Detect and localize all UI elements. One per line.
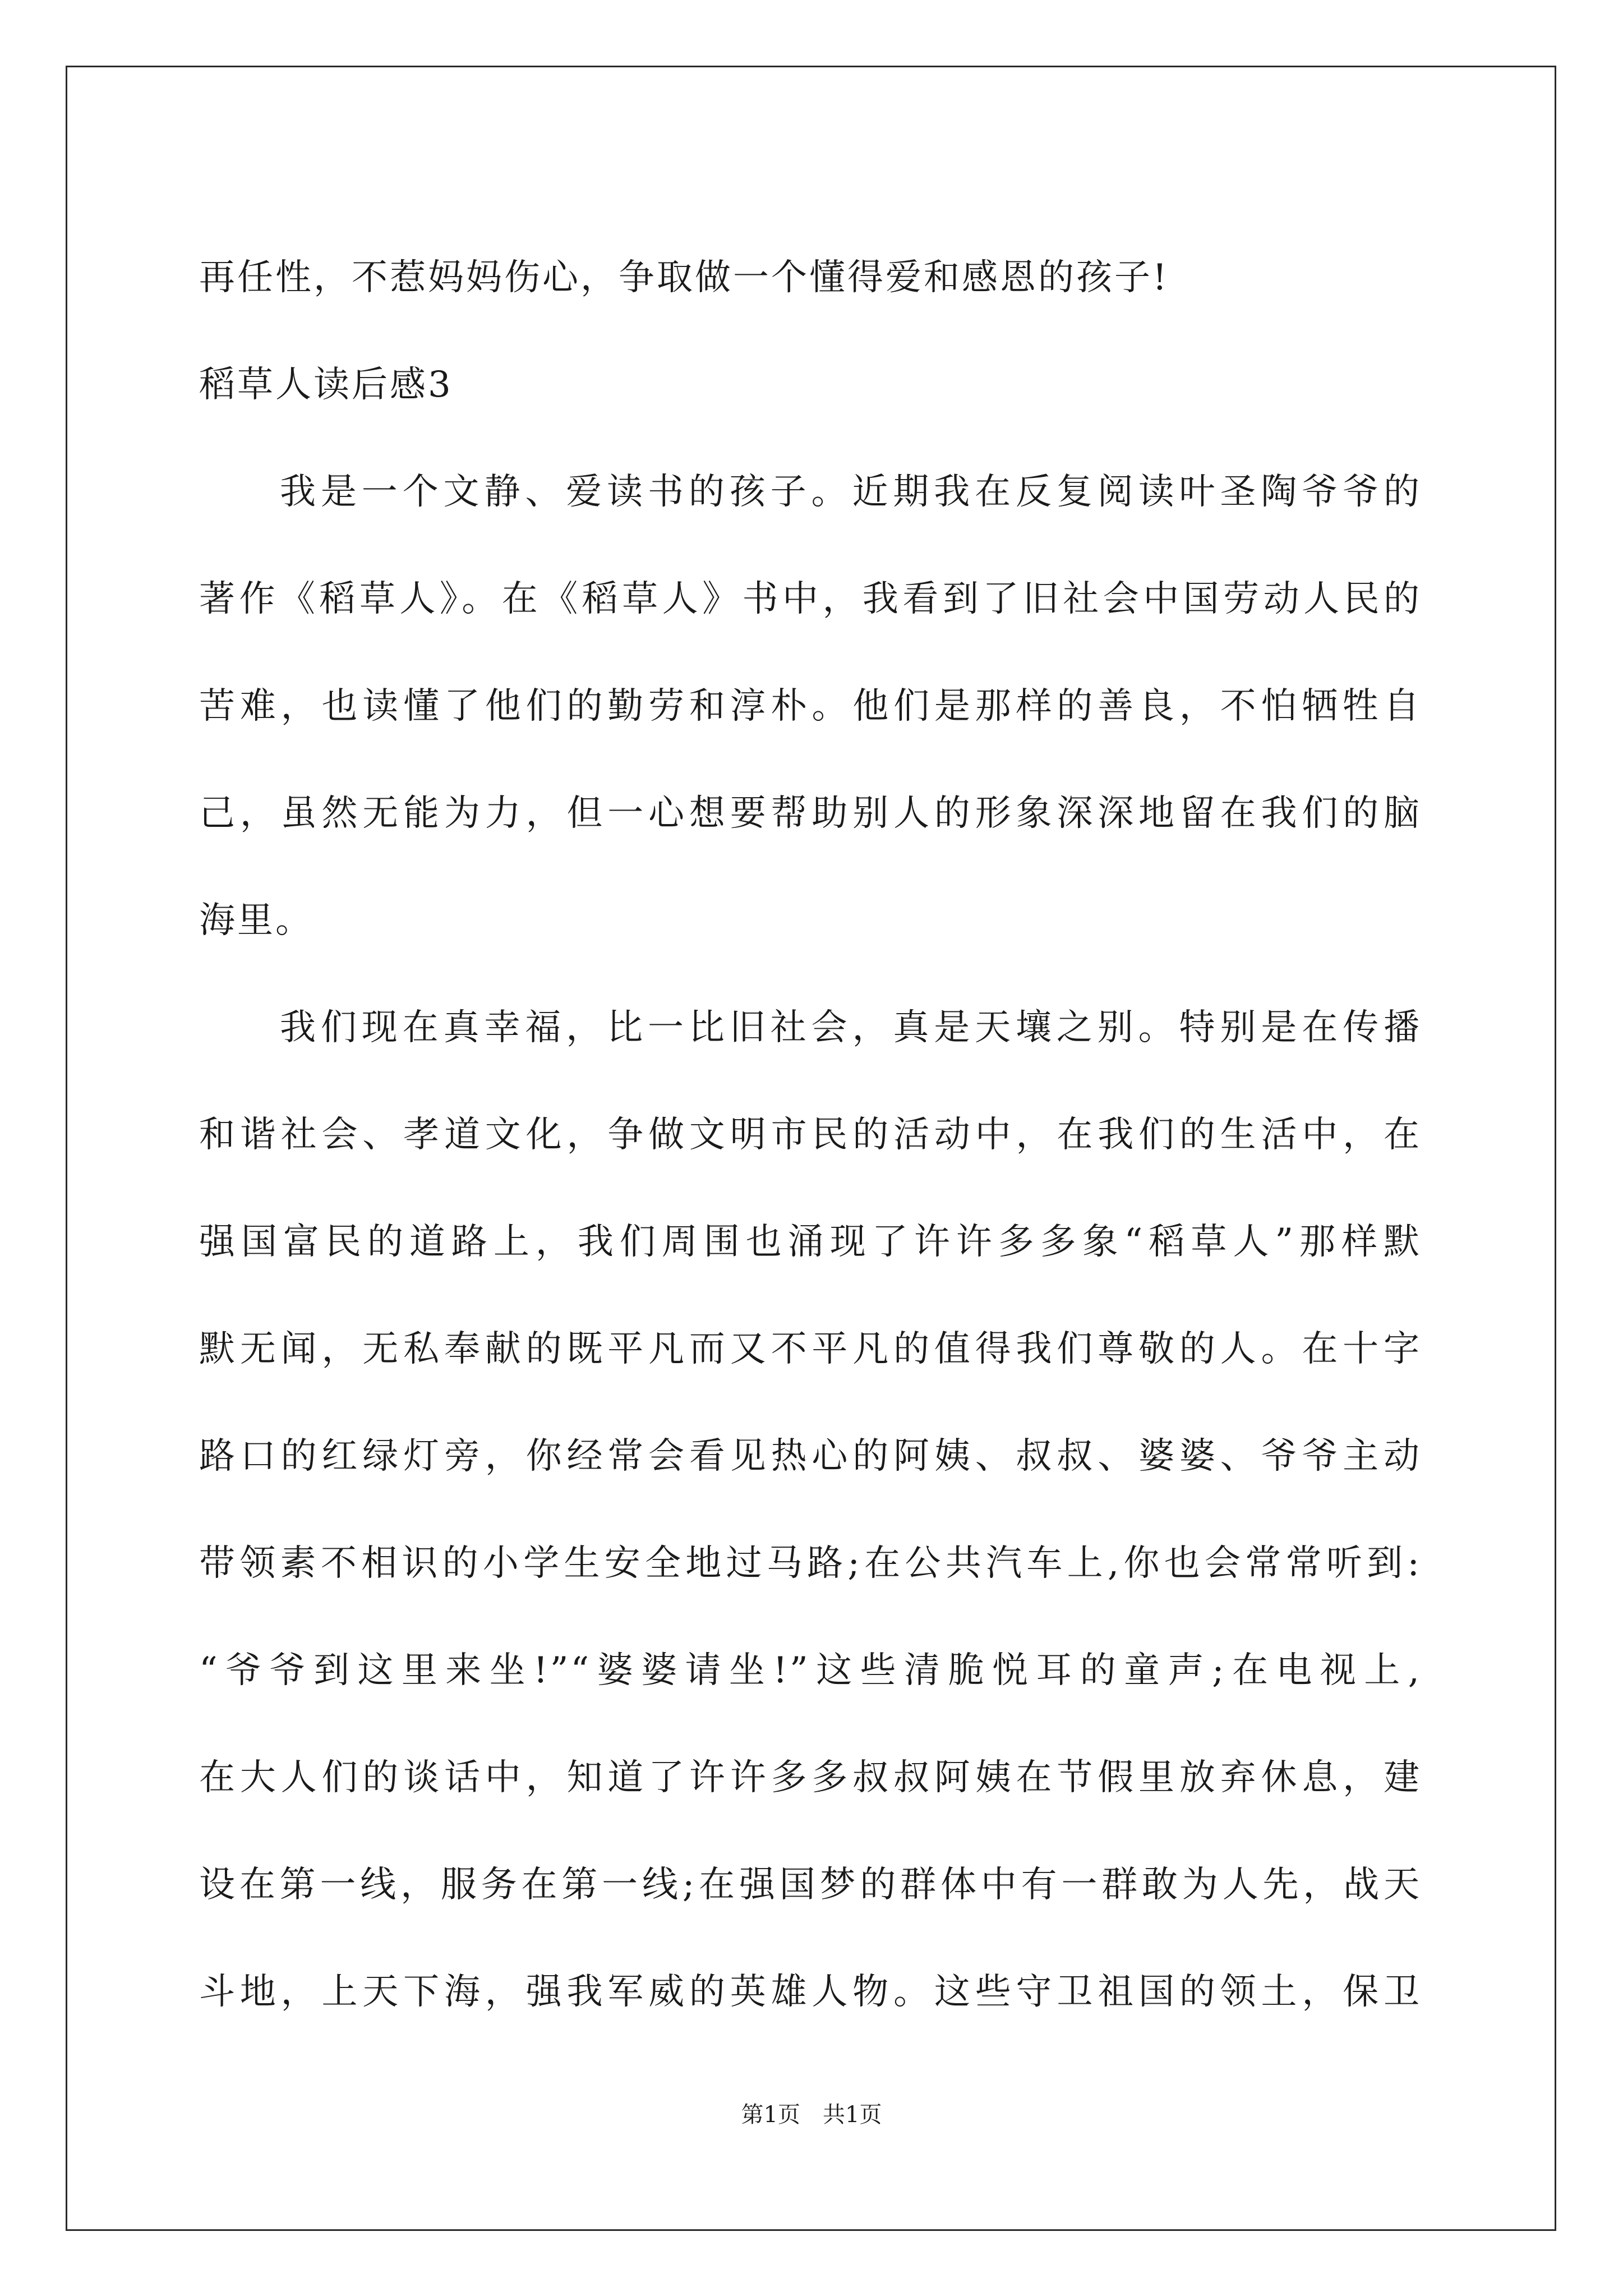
page-footer: 第1页 共1页 (741, 2102, 882, 2128)
text-line: 路口的红绿灯旁，你经常会看见热心的阿姨、叔叔、婆婆、爷爷主动 (199, 1435, 1422, 1477)
text-line: 苦难，也读懂了他们的勤劳和淳朴。他们是那样的善良，不怕牺牲自 (199, 685, 1422, 727)
text-line: 斗地，上天下海，强我军威的英雄人物。这些守卫祖国的领土，保卫 (199, 1971, 1422, 2013)
text-line: 强国富民的道路上，我们周围也涌现了许许多多象“稻草人”那样默 (199, 1221, 1422, 1263)
text-line: 我们现在真幸福，比一比旧社会，真是天壤之别。特别是在传播 (280, 1007, 1422, 1048)
text-line: 设在第一线，服务在第一线;在强国梦的群体中有一群敢为人先，战天 (199, 1864, 1422, 1906)
text-line: 我是一个文静、爱读书的孩子。近期我在反复阅读叶圣陶爷爷的 (280, 471, 1422, 513)
text-line: 著作《稻草人》。在《稻草人》书中，我看到了旧社会中国劳动人民的 (199, 578, 1422, 620)
text-line: 和谐社会、孝道文化，争做文明市民的活动中，在我们的生活中，在 (199, 1114, 1422, 1156)
document-body (199, 224, 1422, 2046)
text-line: 在大人们的谈话中，知道了许许多多叔叔阿姨在节假里放弃休息，建 (199, 1757, 1422, 1798)
text-line: 默无闻，无私奉献的既平凡而又不平凡的值得我们尊敬的人。在十字 (199, 1328, 1422, 1370)
text-line: “爷爷到这里来坐!”“婆婆请坐!”这些清脆悦耳的童声;在电视上, (199, 1650, 1422, 1691)
text-line: 稻草人读后感3 (199, 364, 453, 406)
text-line: 海里。 (199, 900, 313, 941)
text-line: 带领素不相识的小学生安全地过马路;在公共汽车上,你也会常常听到: (199, 1543, 1422, 1584)
text-line: 己，虽然无能为力，但一心想要帮助别人的形象深深地留在我们的脑 (199, 793, 1422, 834)
text-line: 再任性，不惹妈妈伤心，争取做一个懂得爱和感恩的孩子! (199, 257, 1169, 298)
